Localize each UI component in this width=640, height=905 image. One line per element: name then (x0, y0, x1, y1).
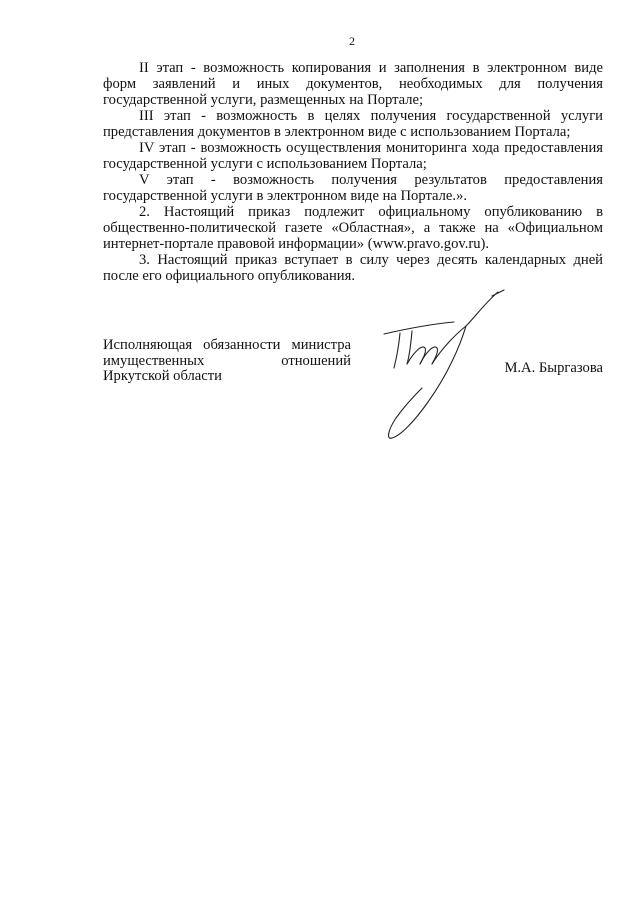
signatory-position (103, 338, 351, 385)
position-line-1: Исполняющая обязанности министра (103, 337, 351, 353)
position-line-2: имущественных отношений (103, 352, 351, 369)
signatory-name: М.А. Быргазова (504, 360, 603, 376)
paragraph-stage-3: III этап - возможность в целях получения государственной услуги представления документов в электронном виде с использованием Портала; (103, 108, 603, 140)
page-number: 2 (349, 34, 355, 48)
handwritten-signature-icon (370, 286, 520, 456)
paragraph-stage-5: V этап - возможность получения результатов предоставления государственной услуги в электронном виде на Портале.». (103, 172, 603, 204)
position-line-3: Иркутской области (103, 368, 222, 384)
document-body (103, 60, 603, 284)
paragraph-stage-2: II этап - возможность копирования и заполнения в электронном виде форм заявлений и иных документов, необходимых для получения государственной услуги, размещенных на Портале; (103, 60, 603, 108)
paragraph-stage-4: IV этап - возможность осуществления мониторинга хода предоставления государственной услуги с использованием Портала; (103, 140, 603, 172)
paragraph-effective-date: 3. Настоящий приказ вступает в силу через десять календарных дней после его официального опубликования. (103, 252, 603, 284)
paragraph-publication: 2. Настоящий приказ подлежит официальному опубликованию в общественно-политической газете «Областная», а также на «Официальном интернет-портале правовой информации» (www.pravo.gov.ru). (103, 204, 603, 252)
